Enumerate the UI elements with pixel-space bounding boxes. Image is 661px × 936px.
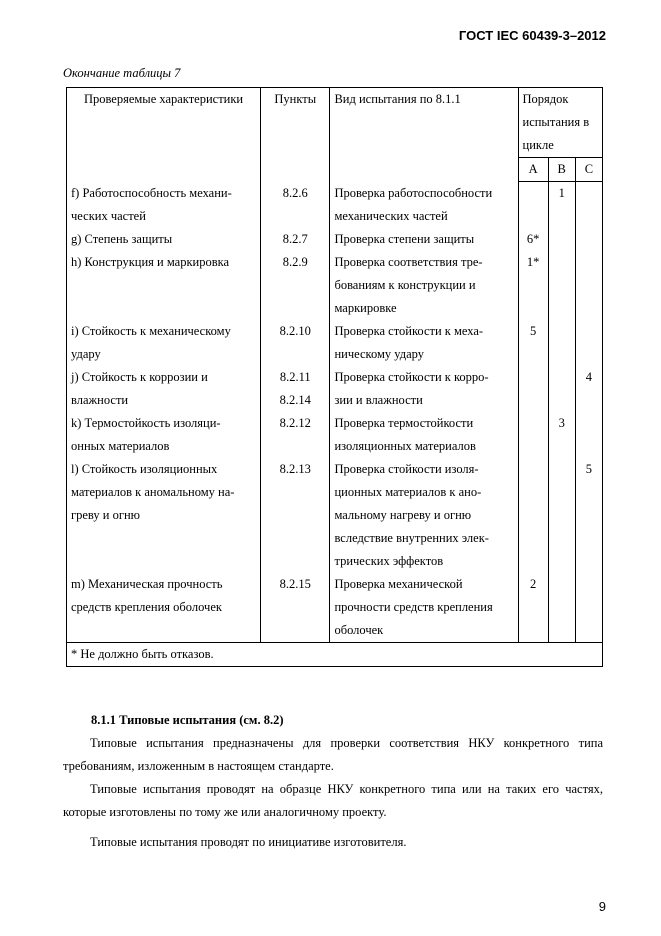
cell-clause (261, 412, 330, 458)
col-header-order: Порядок испытания в цикле (518, 88, 603, 158)
table-row (67, 573, 603, 643)
clause-line: 8.2.9 (282, 254, 308, 269)
document-id: ГОСТ IEC 60439-3–2012 (458, 28, 606, 43)
clause-line: 8.2.15 (279, 576, 311, 591)
test-line: Проверка стойкости изоля- (334, 461, 479, 476)
clause-line: 8.2.6 (282, 185, 308, 200)
test-line: прочности средств крепления (334, 599, 493, 614)
table-footnote: * Не должно быть отказов. (67, 642, 603, 666)
clause-line: 8.2.13 (279, 461, 311, 476)
table-row (67, 366, 603, 412)
cell-clause (261, 366, 330, 412)
char-line: греву и огню (71, 507, 140, 522)
col-header-characteristics: Проверяемые характеристики (67, 88, 261, 182)
test-line: маркировке (334, 300, 397, 315)
cell-order-a (518, 458, 548, 573)
table-row (67, 320, 603, 366)
test-table (66, 87, 603, 667)
char-line: g) Степень защиты (71, 231, 173, 246)
cell-characteristic (67, 366, 261, 412)
cell-order-b: 1 (548, 182, 575, 228)
test-line: Проверка работоспособности (334, 185, 493, 200)
paragraph-1: Типовые испытания предназначены для проверки соответствия НКУ конкретного типа требованиям, изложенным в настоящем стандарте. (63, 736, 603, 773)
cell-characteristic (67, 573, 261, 643)
test-line: зии и влажности (334, 392, 423, 407)
cell-order-a (518, 182, 548, 228)
cell-order-c (575, 412, 602, 458)
cell-characteristic (67, 458, 261, 573)
test-line: изоляционных материалов (334, 438, 476, 453)
char-line: онных материалов (71, 438, 170, 453)
test-line: механических частей (334, 208, 448, 223)
char-line: удару (71, 346, 101, 361)
test-line: Проверка степени защиты (334, 231, 475, 246)
table-row (67, 412, 603, 458)
char-line: ческих частей (71, 208, 146, 223)
cell-order-c: 4 (575, 366, 602, 412)
cell-test-type (330, 251, 518, 320)
cell-test-type (330, 366, 518, 412)
cell-order-b (548, 458, 575, 573)
test-line: мальному нагреву и огню (334, 507, 472, 522)
cell-clause (261, 182, 330, 228)
char-line: m) Механическая прочность (71, 576, 223, 591)
cell-order-a (518, 412, 548, 458)
cell-order-c (575, 228, 602, 251)
cell-order-a: 2 (518, 573, 548, 643)
test-line: Проверка соответствия тре- (334, 254, 483, 269)
col-header-a: A (518, 158, 548, 182)
clause-line: 8.2.14 (279, 392, 311, 407)
col-header-test-type: Вид испытания по 8.1.1 (330, 88, 518, 182)
test-line: Проверка термостойкости (334, 415, 474, 430)
clause-line: 8.2.12 (279, 415, 311, 430)
char-line: влажности (71, 392, 129, 407)
test-line: трических эффектов (334, 553, 444, 568)
cell-order-a: 1* (518, 251, 548, 320)
cell-order-c (575, 320, 602, 366)
section-heading: 8.1.1 Типовые испытания (см. 8.2) (91, 713, 284, 727)
cell-order-a (518, 366, 548, 412)
cell-order-b (548, 320, 575, 366)
paragraph-3: Типовые испытания проводят по инициативе изготовителя. (90, 835, 407, 849)
char-line: f) Работоспособность механи- (71, 185, 232, 200)
cell-characteristic (67, 320, 261, 366)
table-row (67, 182, 603, 228)
table-row (67, 228, 603, 251)
cell-order-c: 5 (575, 458, 602, 573)
cell-test-type (330, 573, 518, 643)
char-line: j) Стойкость к коррозии и (71, 369, 208, 384)
clause-line: 8.2.7 (282, 231, 308, 246)
cell-characteristic (67, 182, 261, 228)
paragraph-2: Типовые испытания проводят на образце НКУ конкретного типа или на таких его частях, которые изготовлены по тому же или аналогичному проекту. (63, 782, 603, 819)
test-line: Проверка стойкости к корро- (334, 369, 489, 384)
test-line: вследствие внутренних элек- (334, 530, 489, 545)
test-line: Проверка механической (334, 576, 463, 591)
cell-test-type (330, 320, 518, 366)
test-line: Проверка стойкости к меха- (334, 323, 484, 338)
col-header-c: C (575, 158, 602, 182)
test-line: оболочек (334, 622, 384, 637)
char-line: средств крепления оболочек (71, 599, 222, 614)
cell-order-b (548, 228, 575, 251)
cell-order-a: 6* (518, 228, 548, 251)
col-header-b: B (548, 158, 575, 182)
cell-test-type (330, 412, 518, 458)
cell-order-c (575, 182, 602, 228)
char-line: l) Стойкость изоляционных (71, 461, 218, 476)
cell-order-c (575, 573, 602, 643)
cell-clause (261, 228, 330, 251)
cell-test-type (330, 182, 518, 228)
cell-clause (261, 458, 330, 573)
cell-order-b (548, 573, 575, 643)
char-line: h) Конструкция и маркировка (71, 254, 230, 269)
char-line: материалов к аномальному на- (71, 484, 235, 499)
test-line: ническому удару (334, 346, 424, 361)
table-row (67, 251, 603, 320)
cell-characteristic (67, 412, 261, 458)
test-line: ционных материалов к ано- (334, 484, 482, 499)
cell-clause (261, 251, 330, 320)
cell-order-b (548, 251, 575, 320)
cell-clause (261, 573, 330, 643)
cell-clause (261, 320, 330, 366)
cell-test-type (330, 458, 518, 573)
cell-test-type (330, 228, 518, 251)
test-line: бованиям к конструкции и (334, 277, 476, 292)
cell-order-b (548, 366, 575, 412)
char-line: k) Термостойкость изоляци- (71, 415, 221, 430)
cell-characteristic (67, 251, 261, 320)
table-caption: Окончание таблицы 7 (63, 66, 181, 80)
cell-order-c (575, 251, 602, 320)
clause-line: 8.2.10 (279, 323, 311, 338)
cell-order-a: 5 (518, 320, 548, 366)
table-row (67, 458, 603, 573)
cell-order-b: 3 (548, 412, 575, 458)
cell-characteristic (67, 228, 261, 251)
col-header-clauses: Пункты (261, 88, 330, 182)
char-line: i) Стойкость к механическому (71, 323, 231, 338)
page-number: 9 (598, 899, 606, 914)
clause-line: 8.2.11 (279, 369, 311, 384)
